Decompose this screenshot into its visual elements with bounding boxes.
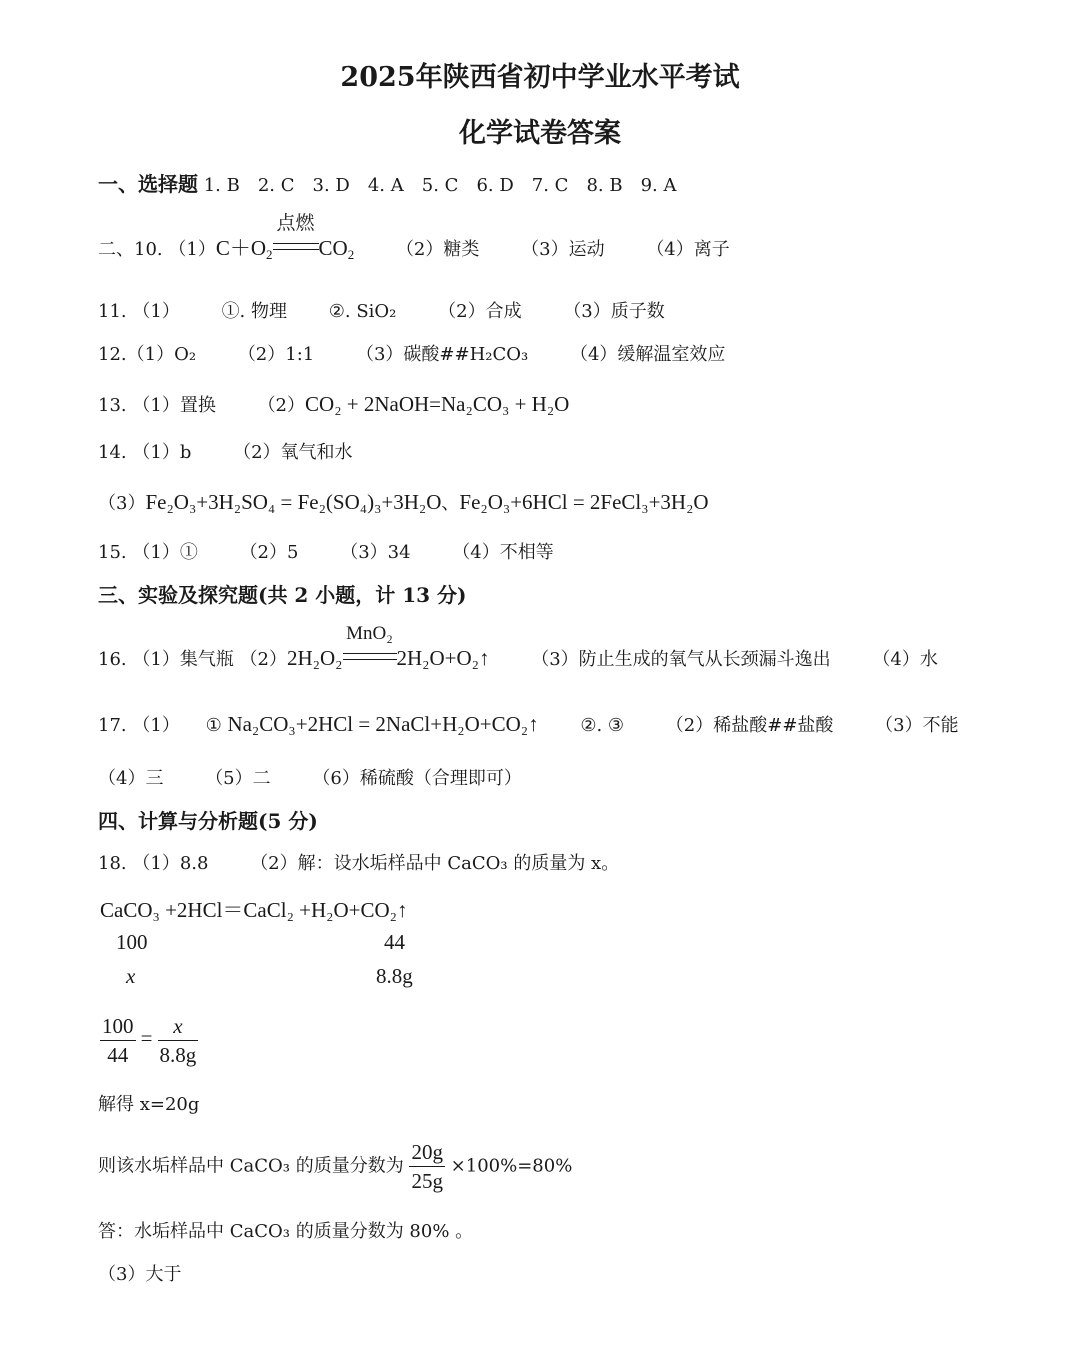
q10-number: 10. xyxy=(134,239,163,260)
part1-answers xyxy=(204,175,695,196)
page-title: 2025年陕西省初中学业水平考试 xyxy=(340,62,740,93)
q10-condition-text: 点燃 xyxy=(276,213,315,234)
q10-part1: （1） xyxy=(168,239,216,260)
q17-part4: （4）三 xyxy=(98,768,164,789)
q16-part3: （3）防止生成的氧气从长颈漏斗逸出 xyxy=(531,649,831,670)
q17-part5: （5）二 xyxy=(205,768,271,789)
q18-fraction-line xyxy=(98,1138,572,1195)
q16-equation: 2H₂O₂ MnO₂ 2H₂O+O₂↑ xyxy=(287,623,490,670)
q11-line xyxy=(98,300,665,324)
q17-part6: （6）稀硫酸（合理即可） xyxy=(312,768,522,789)
q10-part3: （3）运动 xyxy=(521,239,605,260)
q10-line xyxy=(98,213,730,262)
q17-number: 17. xyxy=(98,715,127,736)
q12-number: 12. xyxy=(98,344,127,365)
choice-answer: 6. D xyxy=(476,175,514,196)
q16-condition-text: MnO₂ xyxy=(346,623,393,644)
q14-part3: （3） xyxy=(98,493,146,514)
q17-line2 xyxy=(98,767,522,791)
q14-separator: 、 xyxy=(441,493,460,514)
q18-fraction-tail: ×100%=80% xyxy=(450,1155,573,1177)
q17-equation: Na₂CO₃+2HCl = 2NaCl+H₂O+CO₂↑ xyxy=(227,712,539,736)
q10-equation: $C+O_2$ 点燃 $CO_2$ xyxy=(215,213,355,262)
q18-solve: 解得 x=20g xyxy=(98,1094,200,1115)
q11-part2: （2）合成 xyxy=(438,301,522,322)
q11-answer1: ①. 物理 xyxy=(221,301,288,322)
q11-part3: （3）质子数 xyxy=(563,301,665,322)
q14-equation2: Fe₂O₃+6HCl = 2FeCl₃+3H₂O xyxy=(459,490,709,514)
q10-condition xyxy=(273,213,319,260)
q15-number: 15. xyxy=(98,542,127,563)
q12-part3: （3）碳酸##H₂CO₃ xyxy=(355,344,529,365)
q17-part2: （2）稀盐酸##盐酸 xyxy=(665,715,834,736)
q13-equation: CO₂ + 2NaOH=Na₂CO₃ + H₂O xyxy=(305,392,570,416)
q13-part2: （2） xyxy=(257,395,306,416)
choice-answer: 8. B xyxy=(586,175,623,196)
q17-part1: （1） xyxy=(132,715,180,736)
ratio-equals: = xyxy=(140,1026,153,1050)
q14-equation1: Fe₂O₃+3H₂SO₄ = Fe₂(SO₄)₃+3H₂O xyxy=(145,490,442,514)
choice-answer: 5. C xyxy=(421,175,459,196)
page-subtitle: 化学试卷答案 xyxy=(459,118,621,149)
q14-number: 14. xyxy=(98,442,127,463)
q16-part2: （2） xyxy=(239,649,288,670)
q12-line xyxy=(98,343,725,367)
q15-part1: （1）① xyxy=(132,542,198,563)
q18-part1: （1）8.8 xyxy=(132,853,209,874)
q10-part2: （2）糖类 xyxy=(395,239,480,260)
part3-heading: 三、实验及探究题(共 2 小题，计 13 分) xyxy=(98,583,467,607)
q11-answer2: ②. SiO₂ xyxy=(328,301,397,322)
q17-answer2: ②. ③ xyxy=(580,715,625,736)
ratio-fraction-1: $\frac{100}{44}$ xyxy=(102,1014,134,1067)
q13-number: 13. xyxy=(98,395,127,416)
part1-line xyxy=(98,172,694,198)
q12-part2: （2）1:1 xyxy=(237,344,315,365)
q17-line xyxy=(98,712,959,738)
q18-known-mass: 8.8g xyxy=(376,964,413,988)
q16-condition xyxy=(343,623,397,670)
part1-heading: 一、选择题 xyxy=(98,172,198,196)
q16-part1: （1）集气瓶 xyxy=(132,649,234,670)
q16-number: 16. xyxy=(98,649,127,670)
ratio-fraction-2: $\frac{x}{8.8g}$ xyxy=(159,1014,197,1067)
part2-heading: 二、 xyxy=(98,239,134,260)
q17-part3: （3）不能 xyxy=(875,715,959,736)
q18-molar-mass-1: 100 xyxy=(116,930,148,954)
choice-answer: 9. A xyxy=(640,175,677,196)
q12-part1: （1）O₂ xyxy=(126,344,197,365)
q18-answer: 答：水垢样品中 CaCO₃ 的质量分数为 80% 。 xyxy=(98,1221,474,1242)
q14-part2: （2）氧气和水 xyxy=(233,442,353,463)
q14-line xyxy=(98,441,353,465)
q16-part4: （4）水 xyxy=(872,649,938,670)
q18-unknown: x xyxy=(126,964,136,988)
q14-part1: （1）b xyxy=(132,442,192,463)
q18-part3: （3）大于 xyxy=(98,1264,182,1285)
q15-part4: （4）不相等 xyxy=(452,542,554,563)
part4-heading: 四、计算与分析题(5 分) xyxy=(98,809,318,833)
q15-part3: （3）34 xyxy=(340,542,411,563)
choice-answer: 1. B xyxy=(203,175,240,196)
q15-line xyxy=(98,541,554,565)
choice-answer: 7. C xyxy=(531,175,569,196)
q10-part4: （4）离子 xyxy=(646,239,730,260)
q17-answer1: ① xyxy=(205,715,222,736)
q18-number: 18. xyxy=(98,853,127,874)
q13-line xyxy=(98,392,569,418)
q15-part2: （2）5 xyxy=(239,542,299,563)
q11-number: 11. xyxy=(98,301,127,322)
q18-ratio xyxy=(100,1012,198,1069)
q16-line xyxy=(98,623,938,672)
choice-answer: 3. D xyxy=(312,175,350,196)
q18-fraction: $\frac{20g}{25g}$ xyxy=(411,1140,443,1193)
q18-molar-mass-2: 44 xyxy=(384,930,405,954)
q18-line xyxy=(98,852,619,876)
choice-answer: 4. A xyxy=(367,175,404,196)
q13-part1: （1）置换 xyxy=(132,395,216,416)
choice-answer: 2. C xyxy=(257,175,295,196)
q18-fraction-text: 则该水垢样品中 CaCO₃ 的质量分数为 xyxy=(98,1155,404,1177)
q14-line2 xyxy=(98,490,709,516)
q11-part1: （1） xyxy=(132,301,180,322)
q12-part4: （4）缓解温室效应 xyxy=(569,344,726,365)
q18-equation: CaCO₃ +2HCl＝CaCl₂ +H₂O+CO₂↑ xyxy=(100,898,408,922)
q18-part2: （2）解：设水垢样品中 CaCO₃ 的质量为 x。 xyxy=(250,853,620,874)
